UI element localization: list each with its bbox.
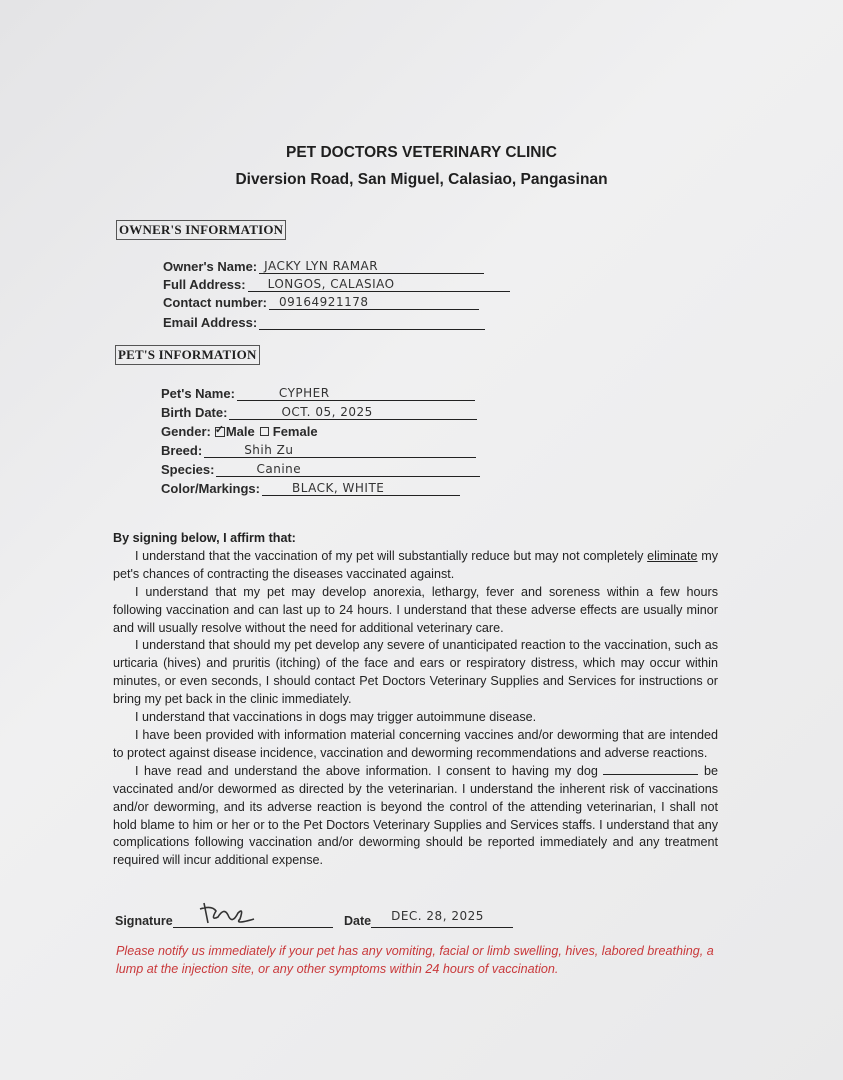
gender-field <box>161 421 318 439</box>
pet-section-title: PET'S INFORMATION <box>115 345 260 365</box>
gender-female-checkbox[interactable] <box>260 424 318 439</box>
empty-box-icon <box>260 427 269 436</box>
birth-date-field[interactable] <box>161 402 477 420</box>
contact-number-label: Contact number: <box>163 295 267 310</box>
gender-label: Gender: <box>161 424 211 439</box>
p1-text: I understand that the vaccination of my pet will substantially reduce but may not completely <box>135 548 648 563</box>
owner-name-label: Owner's Name: <box>163 259 258 274</box>
affirmation-paragraph-3: I understand that should my pet develop any severe of unanticipated reaction to the vaccination, such as urticaria (hives) and pruritis (itching) of the face and ears or respiratory distress, which may occur within minutes, or even seconds, I should contact Pet Doctors Veterinary Supplies and Services for instructions or bring my pet back in the clinic immediately. <box>113 638 718 707</box>
contact-number-value: 09164921178 <box>279 295 369 309</box>
full-address-label: Full Address: <box>163 277 246 292</box>
owner-section-title: OWNER'S INFORMATION <box>116 220 286 240</box>
species-field[interactable] <box>161 459 480 477</box>
signature-label: Signature <box>115 914 173 928</box>
affirmation-paragraph-6 <box>113 763 718 870</box>
male-label: Male <box>225 424 255 439</box>
color-markings-field[interactable] <box>161 478 460 496</box>
p6-text: I have read and understand the above information. I consent to having my dog <box>135 763 604 778</box>
affirmation-text <box>113 530 718 870</box>
breed-field[interactable] <box>161 440 476 458</box>
breed-label: Breed: <box>161 443 203 458</box>
full-address-value: LONGOS, CALASIAO <box>267 277 395 291</box>
color-markings-value: BLACK, WHITE <box>291 481 385 495</box>
affirmation-paragraph-2: I understand that my pet may develop anorexia, lethargy, fever and soreness within a few hours following vaccination and can last up to 24 hours. I understand that these adverse effects are usually minor and will usually resolve without the need for additional veterinary care. <box>113 584 718 635</box>
breed-value: Shih Zu <box>244 443 294 457</box>
affirmation-paragraph-5: I have been provided with information material concerning vaccines and/or deworming that are intended to protect against disease incidence, vaccination and deworming recommendations and adverse reactions. <box>113 727 718 760</box>
clinic-address: Diversion Road, San Miguel, Calasiao, Pangasinan <box>235 171 608 188</box>
date-value: DEC. 28, 2025 <box>391 909 484 923</box>
gender-male-checkbox[interactable] <box>215 424 255 439</box>
date-field[interactable] <box>344 910 513 928</box>
owner-name-field[interactable] <box>163 256 484 274</box>
affirmation-paragraph-4: I understand that vaccinations in dogs may trigger autoimmune disease. <box>135 710 537 725</box>
checked-box-icon: ✓ <box>214 423 225 436</box>
affirmation-paragraph-1 <box>113 548 718 584</box>
post-vaccination-notice: Please notify us immediately if your pet has any vomiting, facial or limb swelling, hives, labored breathing, a lump at the injection site, or any other symptoms within 24 hours of vaccination. <box>116 944 714 976</box>
color-markings-label: Color/Markings: <box>161 481 260 496</box>
full-address-field[interactable] <box>163 274 510 292</box>
clinic-name: PET DOCTORS VETERINARY CLINIC <box>286 144 557 161</box>
email-address-label: Email Address: <box>163 315 258 330</box>
species-label: Species: <box>161 462 215 477</box>
p1-text-end: my pet's chances of contracting the diseases vaccinated against. <box>113 548 718 581</box>
birth-date-label: Birth Date: <box>161 405 228 420</box>
handwritten-signature <box>198 899 258 929</box>
affirmation-lead: By signing below, I affirm that: <box>113 531 296 545</box>
date-label: Date <box>344 914 372 928</box>
pet-name-label: Pet's Name: <box>161 386 235 401</box>
species-value: Canine <box>256 462 302 476</box>
contact-number-field[interactable] <box>163 292 479 310</box>
p6-text-end: be vaccinated and/or dewormed as directed by the veterinarian. I understand the inherent risk of vaccinations and/or deworming, and its adverse reaction is beyond the control of the attending veterinarian, I shall not hold blame to him or her or to the Pet Doctors Veterinary Supplies and Services staffs. I understand that any complications following vaccination and/or deworming should be reported immediately and any treatment required will incur additional expense. <box>113 763 718 868</box>
pet-name-value: CYPHER <box>278 386 330 400</box>
pet-name-field[interactable] <box>161 383 475 401</box>
owner-name-value: JACKY LYN RAMAR <box>264 259 379 273</box>
dog-name-blank[interactable] <box>603 763 698 775</box>
p1-underlined: eliminate <box>647 548 698 563</box>
birth-date-value: OCT. 05, 2025 <box>281 405 373 419</box>
female-label: Female <box>272 424 318 439</box>
signature-field[interactable] <box>115 910 333 928</box>
email-address-field[interactable] <box>163 312 485 330</box>
